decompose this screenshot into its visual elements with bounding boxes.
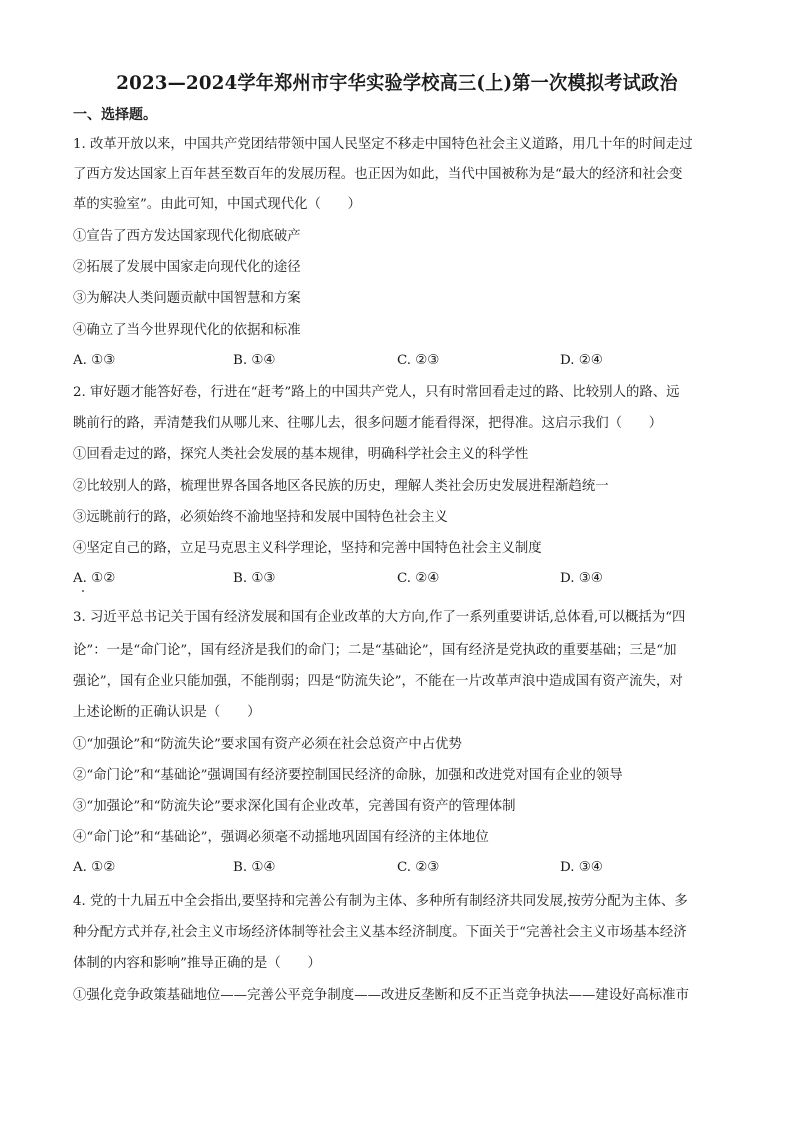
q1-item-3: ③为解决人类问题贡献中国智慧和方案 (73, 291, 301, 306)
q2-options (73, 571, 733, 589)
q3-item-1: ①“加强论”和“防流失论”要求国有资产必须在社会总资产中占优势 (73, 737, 462, 752)
q3-stem-line-4: 上述论断的正确认识是（ ） (73, 705, 261, 720)
q1-stem-line-3: 革的实验室”。由此可知，中国式现代化（ ） (73, 197, 362, 212)
q3-option-c[interactable]: C. ②③ (397, 860, 440, 875)
q3-option-d[interactable]: D. ③④ (560, 860, 603, 875)
q1-item-2: ②拓展了发展中国家走向现代化的途径 (73, 260, 301, 275)
q1-item-4: ④确立了当今世界现代化的依据和标准 (73, 323, 301, 338)
q3-stem-line-1: 3. 习近平总书记关于国有经济发展和国有企业改革的大方向,作了一系列重要讲话,总体看,可以概括为“四 (73, 610, 686, 625)
q1-options (73, 353, 733, 371)
q3-item-4: ④“命门论”和“基础论”，强调必须毫不动摇地巩固国有经济的主体地位 (73, 830, 489, 845)
q2-option-d[interactable]: D. ③④ (560, 571, 603, 586)
q1-item-1: ①宣告了西方发达国家现代化彻底破产 (73, 229, 301, 244)
q2-option-a[interactable]: A. ①② (73, 571, 116, 586)
q1-option-b[interactable]: B. ①④ (233, 353, 276, 368)
q2-item-3: ③远眺前行的路，必须始终不渝地坚持和发展中国特色社会主义 (73, 510, 448, 525)
q2-item-1: ①回看走过的路，探究人类社会发展的基本规律，明确科学社会主义的科学性 (73, 447, 529, 462)
q3-options (73, 860, 733, 878)
q3-stem-line-3: 强论”，国有企业只能加强，不能削弱；四是“防流失论”，不能在一片改革声浪中造成国有资产流失，对 (73, 674, 683, 689)
q2-option-c[interactable]: C. ②④ (397, 571, 440, 586)
q3-item-3: ③“加强论”和“防流失论”要求深化国有企业改革，完善国有资产的管理体制 (73, 799, 516, 814)
q1-option-d[interactable]: D. ②④ (560, 353, 603, 368)
q3-option-b[interactable]: B. ①④ (233, 860, 276, 875)
q1-option-c[interactable]: C. ②③ (397, 353, 440, 368)
q2-item-4: ④坚定自己的路，立足马克思主义科学理论，坚持和完善中国特色社会主义制度 (73, 541, 542, 556)
q3-option-a[interactable]: A. ①② (73, 860, 116, 875)
q4-stem-line-3: 体制的内容和影响”推导正确的是（ ） (73, 956, 321, 971)
page-title: 2023—2024学年郑州市宇华实验学校高三(上)第一次模拟考试政治 (116, 72, 678, 94)
q2-item-2: ②比较别人的路，梳理世界各国各地区各民族的历史，理解人类社会历史发展进程渐趋统一 (73, 479, 609, 494)
section-heading: 一、选择题。 (73, 107, 157, 123)
q2-stem-line-1: 2. 审好题才能答好卷，行进在“赶考”路上的中国共产党人，只有时常回看走过的路、比较别人的路、远 (73, 385, 680, 400)
q1-stem-line-2: 了西方发达国家上百年甚至数百年的发展历程。也正因为如此，当代中国被称为是“最大的经济和社会变 (73, 167, 683, 182)
q3-item-2: ②“命门论”和“基础论”强调国有经济要控制国民经济的命脉，加强和改进党对国有企业的领导 (73, 768, 623, 783)
q3-stem-line-2: 论”：一是“命门论”，国有经济是我们的命门；二是“基础论”，国有经济是党执政的重要基础；三是“加 (73, 643, 677, 658)
q4-stem-line-2: 种分配方式并存,社会主义市场经济体制等社会主义基本经济制度。下面关于“完善社会主义市场基本经济 (73, 925, 687, 940)
q4-item-1: ①强化竞争政策基础地位——完善公平竞争制度——改进反垄断和反不正当竞争执法——建设好高标准市 (73, 988, 689, 1003)
q2-stem-line-2: 眺前行的路，弄清楚我们从哪儿来、往哪儿去，很多问题才能看得深，把得准。这启示我们（ ） (73, 416, 663, 431)
q4-stem-line-1: 4. 党的十九届五中全会指出,要坚持和完善公有制为主体、多种所有制经济共同发展,按劳分配为主体、多 (73, 894, 688, 909)
q1-stem-line-1: 1. 改革开放以来，中国共产党团结带领中国人民坚定不移走中国特色社会主义道路，用几十年的时间走过 (73, 137, 693, 152)
q1-option-a[interactable]: A. ①③ (73, 353, 116, 368)
scan-dot-mark (82, 590, 84, 592)
q2-option-b[interactable]: B. ①③ (233, 571, 276, 586)
